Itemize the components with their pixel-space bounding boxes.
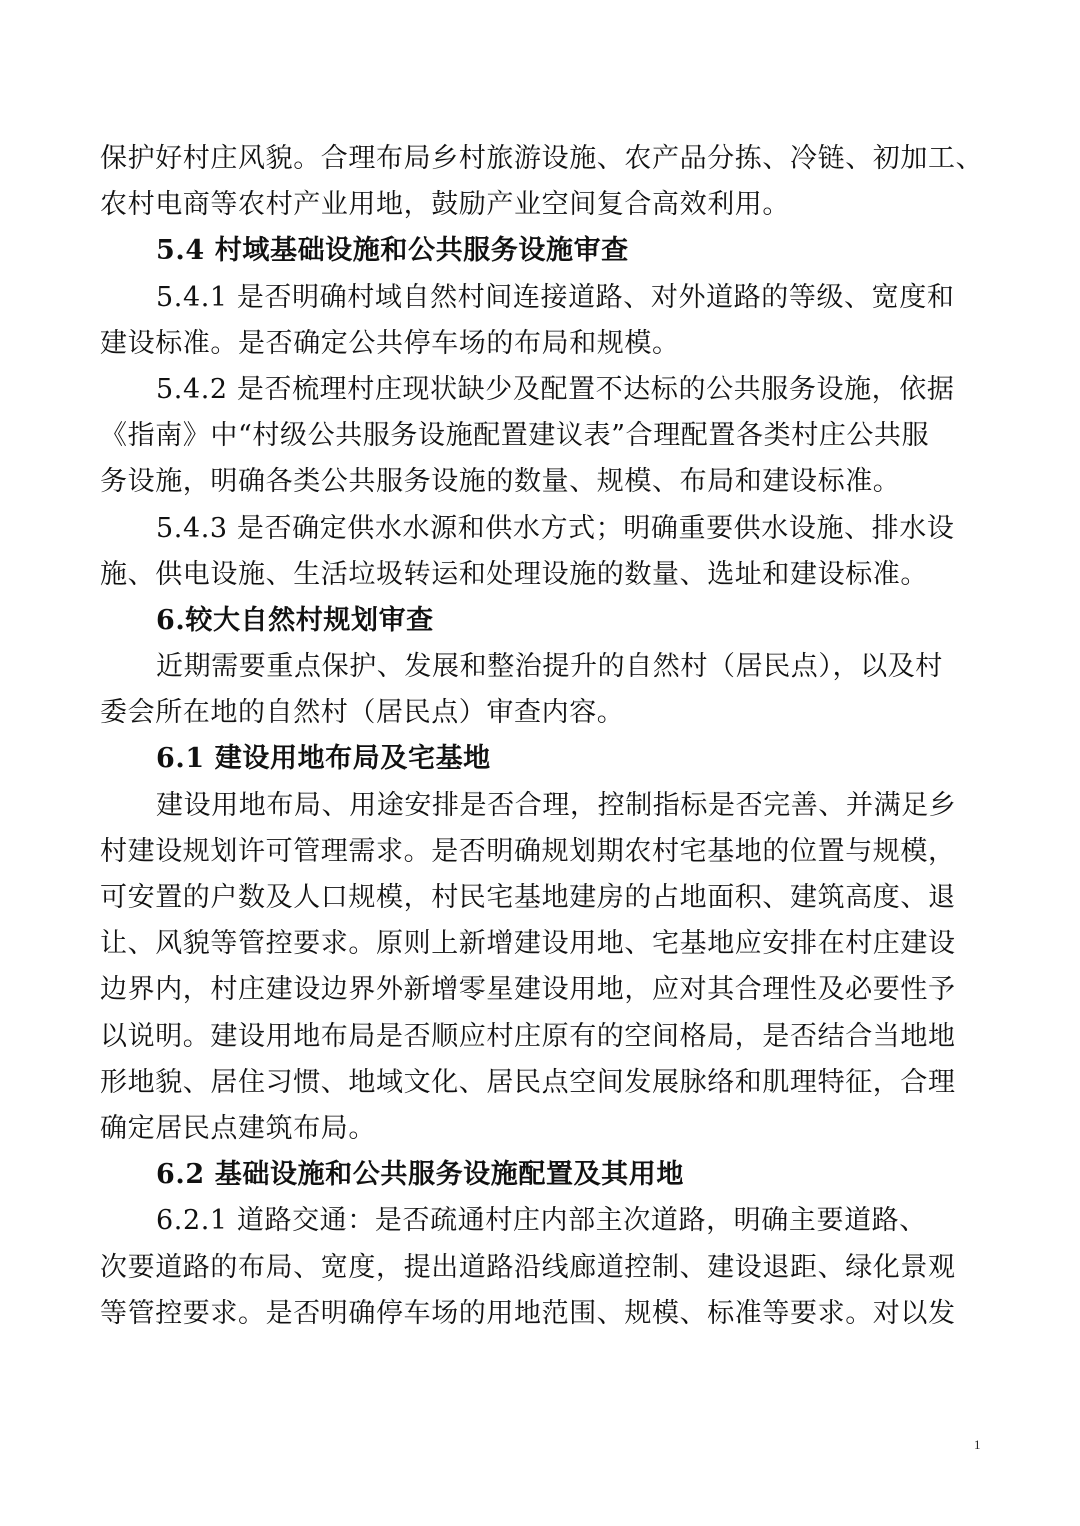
body-line: 5.4.3 是否确定供水水源和供水方式；明确重要供水设施、排水设 [156,512,955,544]
body-line: 施、供电设施、生活垃圾转运和处理设施的数量、选址和建设标准。 [100,558,928,590]
body-line: 次要道路的布局、宽度，提出道路沿线廊道控制、建设退距、绿化景观 [100,1251,956,1283]
body-line: 农村电商等农村产业用地，鼓励产业空间复合高效利用。 [100,189,790,221]
body-line: 近期需要重点保护、发展和整治提升的自然村（居民点），以及村 [156,651,943,683]
section-heading-5-4: 5.4 村域基础设施和公共服务设施审查 [156,235,629,267]
body-line: 以说明。建设用地布局是否顺应村庄原有的空间格局，是否结合当地地 [100,1020,956,1052]
body-line: 5.4.2 是否梳理村庄现状缺少及配置不达标的公共服务设施，依据 [156,373,955,405]
section-heading-6-2: 6.2 基础设施和公共服务设施配置及其用地 [156,1159,684,1191]
body-line: 保护好村庄风貌。合理布局乡村旅游设施、农产品分拣、冷链、初加工、 [100,143,984,174]
body-line: 建设标准。是否确定公共停车场的布局和规模。 [100,327,680,359]
section-heading-6-1: 6.1 建设用地布局及宅基地 [156,743,491,775]
body-line: 让、风貌等管控要求。原则上新增建设用地、宅基地应安排在村庄建设 [100,928,956,960]
body-line: 边界内，村庄建设边界外新增零星建设用地，应对其合理性及必要性予 [100,974,956,1006]
body-line: 委会所在地的自然村（居民点）审查内容。 [100,697,625,729]
section-heading-6: 6.较大自然村规划审查 [156,604,434,636]
page-number: 1 [974,1437,981,1452]
body-line: 6.2.1 道路交通：是否疏通村庄内部主次道路，明确主要道路、 [156,1205,927,1237]
body-line: 可安置的户数及人口规模，村民宅基地建房的占地面积、建筑高度、退 [100,882,956,913]
body-line: 建设用地布局、用途安排是否合理，控制指标是否完善、并满足乡 [156,789,957,821]
body-line: 务设施，明确各类公共服务设施的数量、规模、布局和建设标准。 [100,466,901,498]
body-line: 5.4.1 是否明确村域自然村间连接道路、对外道路的等级、宽度和 [156,281,955,313]
body-line: 确定居民点建筑布局。 [100,1112,376,1144]
document-body [100,136,984,1337]
body-line: 《指南》中“村级公共服务设施配置建议表”合理配置各类村庄公共服 [100,420,930,452]
body-line: 等管控要求。是否明确停车场的用地范围、规模、标准等要求。对以发 [100,1297,956,1329]
body-line: 村建设规划许可管理需求。是否明确规划期农村宅基地的位置与规模， [100,835,956,867]
body-line: 形地貌、居住习惯、地域文化、居民点空间发展脉络和肌理特征，合理 [100,1066,956,1098]
